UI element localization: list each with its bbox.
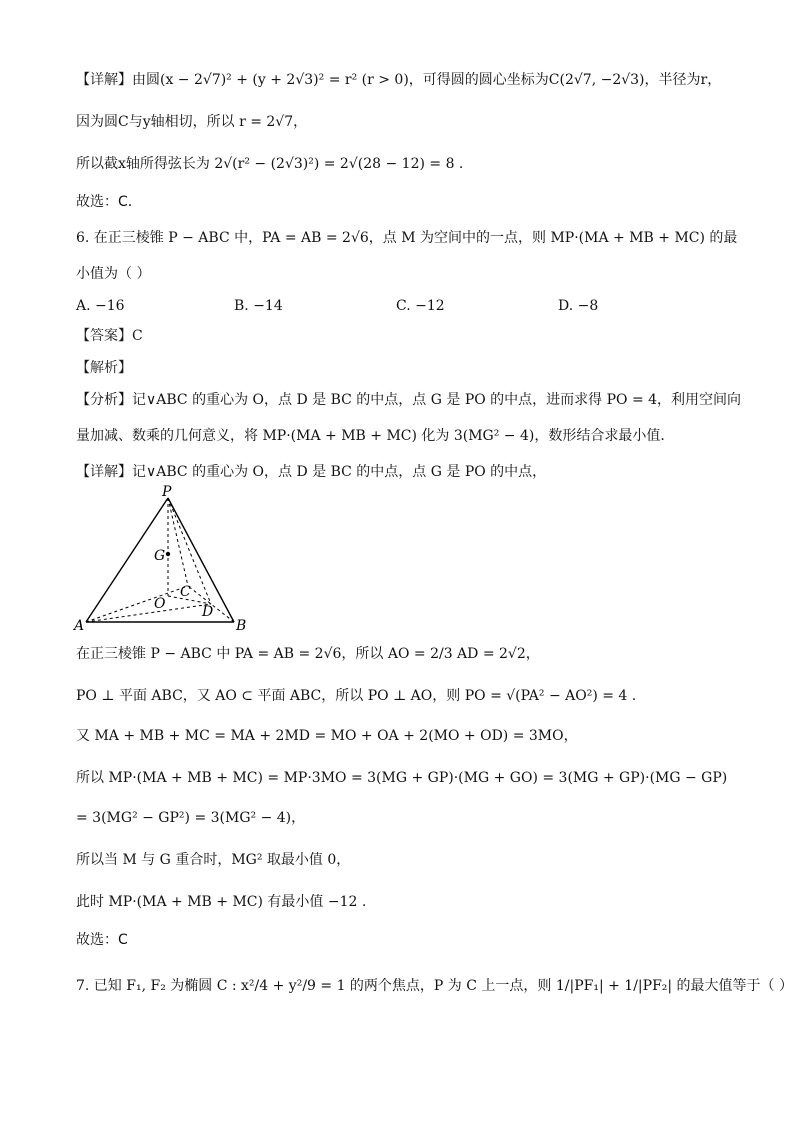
question-7-stem: 7. 已知 F₁, F₂ 为椭圆 C : x²/4 + y²/9 = 1 的两个焦点，P 为 C 上一点，则 1/|PF₁| + 1/|PF₂| 的最大值等于（ ） (76, 978, 794, 994)
label-a: A (74, 618, 85, 632)
detail-intro-line: 【详解】记∨ABC 的重心为 O，点 D 是 BC 的中点，点 G 是 PO 的中点， (76, 464, 547, 480)
question-6-stem-line-1: 6. 在正三棱锥 P − ABC 中，PA = AB = 2√6，点 M 为空间中的一点，则 MP·(MA + MB + MC) 的最 (76, 230, 738, 246)
label-g: G (154, 548, 166, 564)
label-o: O (154, 596, 166, 612)
analysis-heading: 【解析】 (76, 360, 132, 376)
option-a: A. −16 (76, 298, 125, 314)
solution-5-detail-line-2: 因为圆C与y轴相切，所以 r = 2√7， (76, 114, 308, 130)
solution-5-answer-choice: 故选：C. (76, 194, 133, 210)
detail-line-7: 此时 MP·(MA + MB + MC) 有最小值 −12 . (76, 894, 367, 910)
analysis-line-2: 量加减、数乘的几何意义，将 MP·(MA + MB + MC) 化为 3(MG² − 4)，数形结合求最小值. (76, 428, 665, 444)
solution-5-detail-line-3: 所以截x轴所得弦长为 2√(r² − (2√3)²) = 2√(28 − 12) = 8 . (76, 156, 464, 172)
answer-label: 【答案】C (76, 328, 143, 344)
option-c: C. −12 (396, 298, 445, 314)
option-d: D. −8 (558, 298, 599, 314)
detail-line-2: PO ⊥ 平面 ABC，又 AO ⊂ 平面 ABC，所以 PO ⊥ AO，则 PO = √(PA² − AO²) = 4 . (76, 688, 637, 704)
detail-line-3: 又 MA + MB + MC = MA + 2MD = MO + OA + 2(MO + OD) = 3MO， (76, 728, 578, 744)
label-c: C (180, 584, 191, 600)
point-g (166, 552, 170, 556)
tetrahedron-figure (70, 484, 260, 632)
question-6-answer-choice: 故选：C (76, 932, 128, 948)
detail-line-4: 所以 MP·(MA + MB + MC) = MP·3MO = 3(MG + GP)·(MG + GO) = 3(MG + GP)·(MG − GP) (76, 770, 728, 786)
option-b: B. −14 (234, 298, 283, 314)
edge-pb (168, 498, 234, 622)
detail-line-5: = 3(MG² − GP²) = 3(MG² − 4)， (76, 810, 306, 826)
label-d: D (202, 604, 214, 620)
detail-line-6: 所以当 M 与 G 重合时，MG² 取最小值 0， (76, 852, 351, 868)
edge-pc (168, 498, 188, 586)
analysis-line-1: 【分析】记∨ABC 的重心为 O，点 D 是 BC 的中点，点 G 是 PO 的中点，进而求得 PO = 4，利用空间向 (76, 392, 742, 408)
question-6-stem-line-2: 小值为（ ） (76, 266, 151, 282)
solution-5-detail-line-1: 【详解】由圆(x − 2√7)² + (y + 2√3)² = r² (r > 0)，可得圆的圆心坐标为C(2√7, −2√3)，半径为r， (76, 72, 722, 88)
label-p: P (162, 484, 172, 500)
segment-ad (86, 604, 214, 622)
label-b: B (236, 618, 247, 632)
detail-line-1: 在正三棱锥 P − ABC 中 PA = AB = 2√6，所以 AO = 2/3 AD = 2√2， (76, 646, 540, 662)
edge-ac (86, 586, 188, 622)
